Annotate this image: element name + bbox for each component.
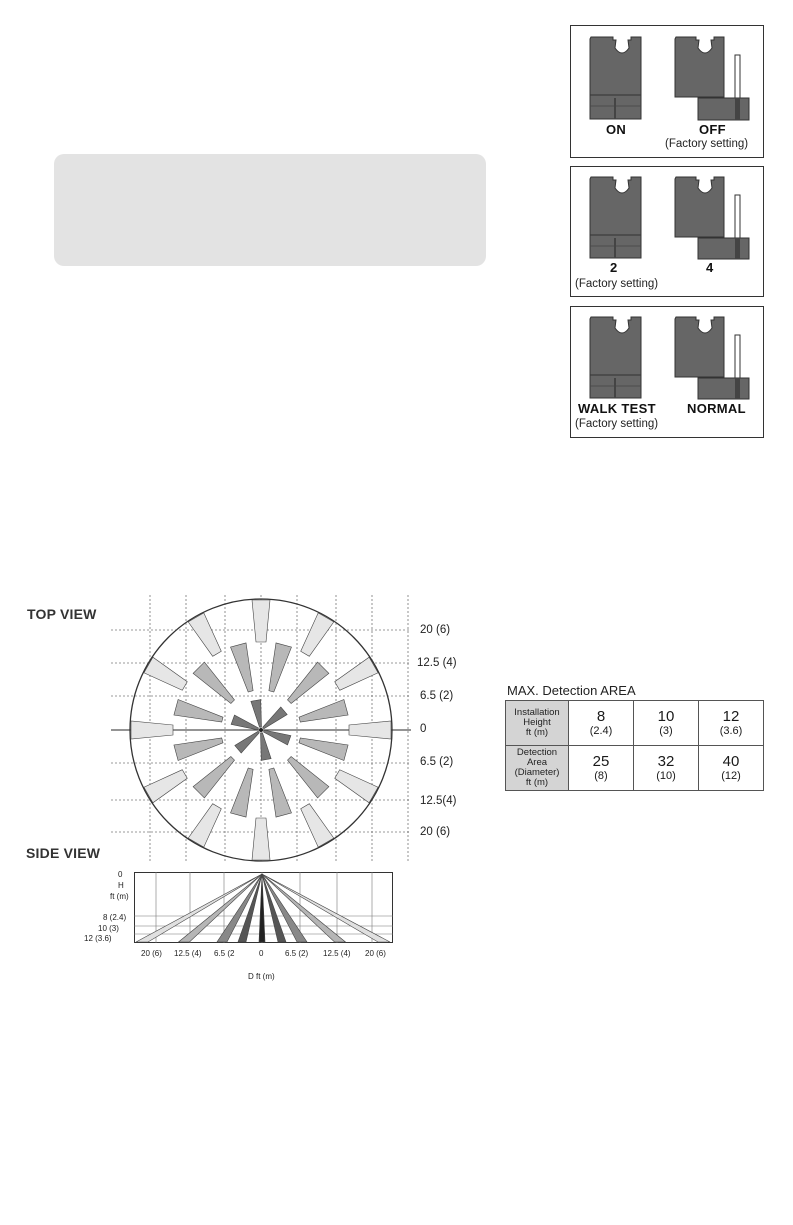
table-row <box>506 746 764 791</box>
note-box <box>54 154 486 266</box>
side-x-label-7: 20 (6) <box>365 949 386 958</box>
jumper-mode-note: (Factory setting) <box>575 418 659 430</box>
middle-beam <box>174 738 223 761</box>
jumper-pulse-left-label: 2 <box>610 260 618 275</box>
side-x-axis: D ft (m) <box>248 972 275 981</box>
side-x-label-6: 12.5 (4) <box>323 949 351 958</box>
detection-table-title: MAX. Detection AREA <box>507 683 636 698</box>
inner-beam <box>263 707 288 729</box>
jumper-led-note: (Factory setting) <box>665 138 749 150</box>
table-cell: 10 (3) <box>634 701 699 746</box>
middle-beam <box>269 768 292 817</box>
outer-beam <box>252 600 270 642</box>
side-x-label-4: 0 <box>259 949 264 958</box>
side-x-label-2: 12.5 (4) <box>174 949 202 958</box>
inner-beam <box>235 731 259 753</box>
outer-beam <box>144 770 187 803</box>
jumper-panel-mode <box>570 306 764 438</box>
detection-table <box>505 700 764 791</box>
table-cell: 8 (2.4) <box>569 701 634 746</box>
table-cell: 25 (8) <box>569 746 634 791</box>
top-dist-label-5: 6.5 (2) <box>420 756 454 768</box>
middle-beam <box>231 643 254 692</box>
side-view-title: SIDE VIEW <box>26 845 101 861</box>
jumper-mode-left-label: WALK TEST <box>578 401 656 416</box>
top-dist-label-3: 6.5 (2) <box>420 690 454 702</box>
table-row <box>506 701 764 746</box>
side-h-12: 12 (3.6) <box>84 934 112 943</box>
table-header-cell: Detection Area (Diameter) ft (m) <box>506 746 569 791</box>
top-view-diagram <box>111 595 411 865</box>
top-dist-label-7: 20 (6) <box>420 826 451 838</box>
top-dist-label-2: 12.5 (4) <box>417 657 457 669</box>
middle-beam <box>299 700 348 723</box>
inner-beam <box>251 700 262 728</box>
jumper-pulse-right-label: 4 <box>706 260 714 275</box>
outer-beam <box>144 657 187 690</box>
outer-beam <box>131 721 173 739</box>
outer-beam <box>301 613 334 656</box>
side-x-label-5: 6.5 (2) <box>285 949 309 958</box>
side-x-label-1: 20 (6) <box>141 949 162 958</box>
inner-beam <box>264 730 291 745</box>
table-cell: 32 (10) <box>634 746 699 791</box>
middle-beam <box>288 662 329 703</box>
inner-beam <box>231 715 258 730</box>
side-h-8: 8 (2.4) <box>103 913 127 922</box>
side-h-unit: ft (m) <box>110 892 129 901</box>
jumper-led-right-label: OFF <box>699 122 726 137</box>
table-cell: 40 (12) <box>699 746 764 791</box>
middle-beam <box>269 643 292 692</box>
side-x-label-3: 6.5 (2 <box>214 949 235 958</box>
outer-beam <box>335 770 378 803</box>
outer-beam <box>188 613 221 656</box>
side-h-10: 10 (3) <box>98 924 119 933</box>
outer-beam <box>188 804 221 847</box>
top-dist-label-6: 12.5(4) <box>420 795 457 807</box>
jumper-panel-pulse <box>570 166 764 297</box>
top-dist-label-1: 20 (6) <box>420 624 451 636</box>
top-view-title: TOP VIEW <box>27 606 97 622</box>
middle-beam <box>174 700 223 723</box>
inner-beam <box>261 733 272 761</box>
outer-beam <box>252 818 270 860</box>
jumper-led-left-label: ON <box>606 122 627 137</box>
side-h-letter: H <box>118 881 124 890</box>
middle-beam <box>299 738 348 761</box>
table-cell: 12 (3.6) <box>699 701 764 746</box>
jumper-pulse-note: (Factory setting) <box>575 278 659 290</box>
jumper-panel-led <box>570 25 764 158</box>
outer-beam <box>335 657 378 690</box>
table-header-cell: Installation Height ft (m) <box>506 701 569 746</box>
middle-beam <box>231 768 254 817</box>
outer-beam <box>301 804 334 847</box>
middle-beam <box>193 662 234 703</box>
detection-beams <box>131 600 391 860</box>
outer-beam <box>349 721 391 739</box>
side-h-zero: 0 <box>118 870 123 879</box>
side-view-diagram <box>134 872 394 944</box>
jumper-mode-right-label: NORMAL <box>687 401 746 416</box>
sensor-center <box>259 728 263 732</box>
top-dist-label-4: 0 <box>420 723 427 735</box>
